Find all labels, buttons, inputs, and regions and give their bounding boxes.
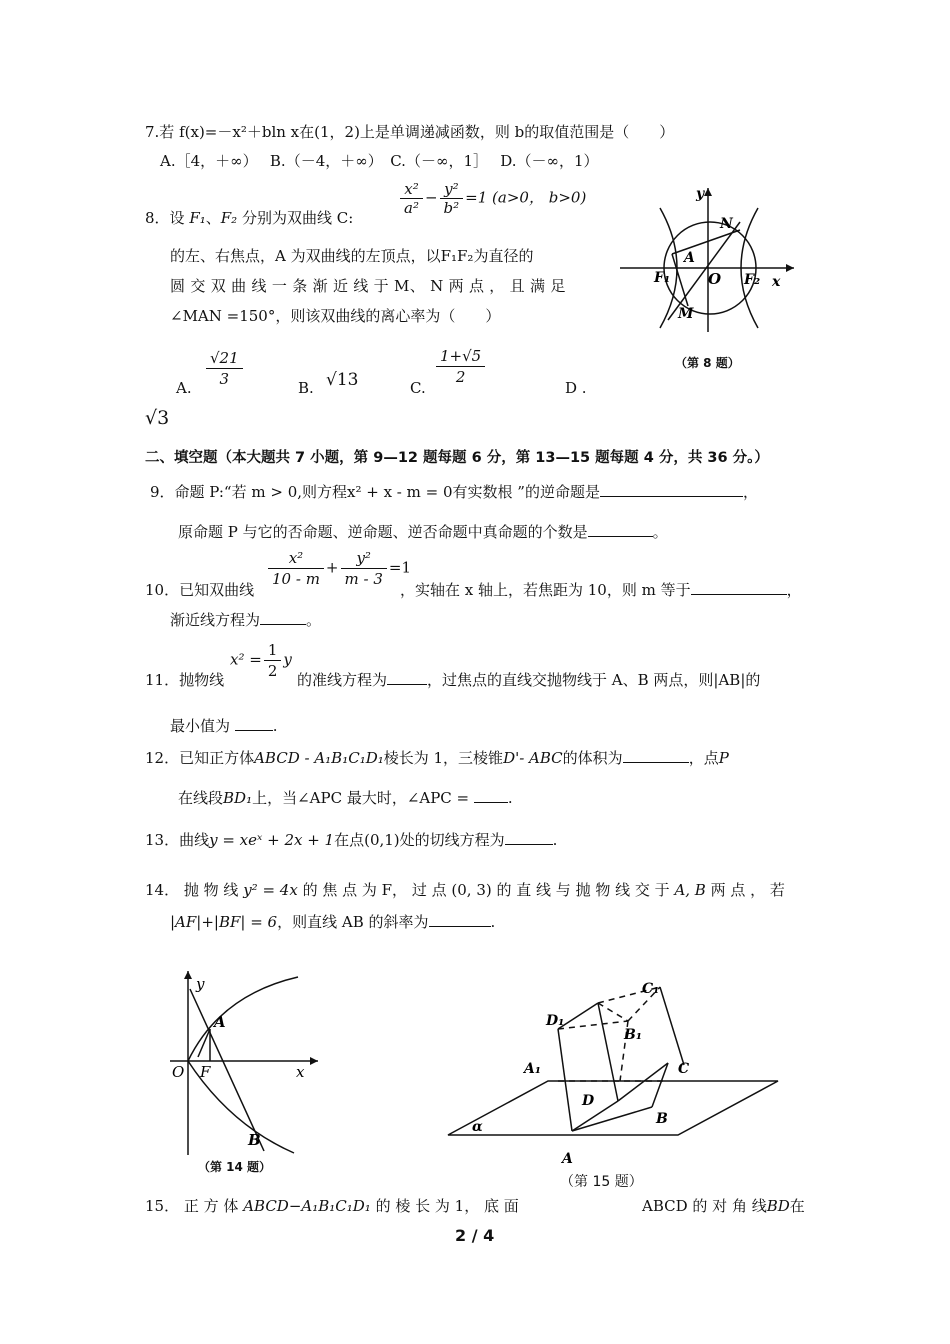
q8-frac-y-den: b² xyxy=(443,199,460,217)
fig15-label-D: D xyxy=(582,1093,595,1109)
q8-optD-label: D . xyxy=(565,379,587,397)
fig15-caption: （第 15 题） xyxy=(560,1174,643,1190)
q14-text2-end: . xyxy=(490,913,496,931)
fig8-label-F1: F₁ xyxy=(654,270,671,286)
q8-optA xyxy=(204,348,245,389)
fig8-diagram xyxy=(612,182,802,342)
q11-frac-den: 2 xyxy=(267,662,278,680)
q10-text-b-end: ， xyxy=(786,581,802,599)
q11-prefix: 11．抛物线 xyxy=(145,671,225,689)
fig15-label-B1: B₁ xyxy=(624,1027,642,1043)
q11-text xyxy=(297,670,760,690)
q9-line2 xyxy=(178,522,668,542)
q10-f1-den: 10 - m xyxy=(272,570,320,588)
fig14-diagram xyxy=(160,965,330,1160)
q11-text2: 最小值为 xyxy=(170,717,231,735)
q11-line2 xyxy=(170,716,278,736)
q10-f1-num: x² xyxy=(268,548,324,569)
fig8-label-x: x xyxy=(772,274,781,290)
fig15-label-C: C xyxy=(678,1061,690,1077)
q8-prefix: 8．设 xyxy=(145,209,185,227)
fig8-label-F2: F₂ xyxy=(744,272,761,288)
q11-text-b: 的准线方程为 xyxy=(297,671,388,689)
q8-line3: 圆 交 双 曲 线 一 条 渐 近 线 于 M、 N 两 点 ， 且 满 足 xyxy=(170,277,566,295)
q8-equation xyxy=(398,180,586,217)
q9-line1 xyxy=(150,482,758,502)
q11-blank1[interactable] xyxy=(387,670,427,685)
q8-frac-x xyxy=(400,180,423,217)
q8-hyperbola-text: 分别为双曲线 C: xyxy=(241,209,354,227)
q15-text-a: 15． 正 方 体 xyxy=(145,1197,239,1215)
q12-blank1[interactable] xyxy=(623,748,689,763)
q12-text-d: ，点 xyxy=(688,749,719,767)
q7-options: A.［4，＋∞） B.（－4，＋∞） C.（－∞，1］ D.（－∞，1） xyxy=(160,152,599,170)
q8-sep: 、 xyxy=(205,209,221,227)
q8-minus: − xyxy=(424,188,438,207)
q8-frac-x-den: a² xyxy=(404,199,419,217)
q15-bd: BD xyxy=(766,1197,790,1215)
fig15-diagram xyxy=(438,975,788,1170)
q13-formula: y = xeˣ + 2x + 1 xyxy=(209,831,335,849)
fig8-label-O: O xyxy=(708,270,722,288)
q14-ab: A, B xyxy=(674,881,706,899)
fig14-label-x: x xyxy=(296,1063,305,1081)
q14-text-b: 的 焦 点 为 F， 过 点 xyxy=(302,881,447,899)
q8-f1: F₁ xyxy=(189,209,206,227)
q13-blank[interactable] xyxy=(505,830,553,845)
q10-line2 xyxy=(170,610,321,630)
q12-segment: BD₁ xyxy=(223,789,253,807)
q14-text-a: 14． 抛 物 线 xyxy=(145,881,239,899)
fig15-label-B: B xyxy=(656,1111,668,1127)
q14-text2: ，则直线 AB 的斜率为 xyxy=(277,913,429,931)
q11-text2-end: . xyxy=(272,717,278,735)
q11-formula xyxy=(230,640,292,681)
section2-heading: 二、填空题（本大题共 7 小题，第 9—12 题每题 6 分，第 13—15 题每题 4 分，共 36 分。） xyxy=(145,450,769,466)
fig15-label-A1: A₁ xyxy=(524,1061,541,1077)
q10-text-b: ，实轴在 x 轴上，若焦距为 10，则 m 等于 xyxy=(400,581,691,599)
q15-cube: ABCD−A₁B₁C₁D₁ xyxy=(243,1197,371,1215)
fig14-caption: （第 14 题） xyxy=(198,1160,272,1174)
q15-text-b: 的 棱 长 为 1， 底 面 xyxy=(375,1197,519,1215)
q8-line4: ∠MAN =150°，则该双曲线的离心率为（ ） xyxy=(170,307,501,325)
fig8-label-N: N xyxy=(720,216,733,232)
q8-optC-num: 1+√5 xyxy=(436,346,485,367)
q12-point-p: P xyxy=(718,749,729,767)
q8-frac-y xyxy=(440,180,464,217)
q10-blank1[interactable] xyxy=(691,580,787,595)
q8-line2: 的左、右焦点，A 为双曲线的左顶点，以F₁F₂为直径的 xyxy=(170,247,534,265)
q9-blank1[interactable] xyxy=(600,482,743,497)
fig15-label-alpha: α xyxy=(472,1119,483,1135)
q15-text-c: ABCD 的 对 角 线 xyxy=(642,1197,767,1215)
q8-optA-num: √21 xyxy=(206,348,243,369)
fig15-label-C1: C₁ xyxy=(642,981,660,997)
fig8-label-A: A xyxy=(684,250,695,266)
q8-optC xyxy=(434,346,487,387)
q12-cube: ABCD - A₁B₁C₁D₁ xyxy=(254,749,384,767)
q15-text-d: 在 xyxy=(789,1197,805,1215)
q8-line1 xyxy=(145,208,353,228)
q14-text-c: 的 直 线 与 抛 物 线 交 于 xyxy=(496,881,670,899)
q12-blank2[interactable] xyxy=(474,788,508,803)
q15-line-right xyxy=(642,1196,805,1216)
q10-blank2[interactable] xyxy=(260,610,306,625)
q10-text2: 渐近线方程为 xyxy=(170,611,261,629)
fig14-label-O: O xyxy=(172,1063,185,1081)
q13-text-b: 在点(0,1)处的切线方程为 xyxy=(334,831,505,849)
q14-blank[interactable] xyxy=(429,912,491,927)
q8-optA-den: 3 xyxy=(219,370,230,388)
q12-text-c: 的体积为 xyxy=(562,749,623,767)
q11-text-c: ，过焦点的直线交抛物线于 A、B 两点，则|AB|的 xyxy=(427,671,761,689)
q11-frac-num: 1 xyxy=(264,640,282,661)
q8-optC-label: C. xyxy=(410,379,426,397)
q14-condition: |AF|+|BF| = 6 xyxy=(170,913,278,931)
q14-text-d: 两 点 ， 若 xyxy=(710,881,785,899)
q12-line1 xyxy=(145,748,729,768)
q13-text-a: 13．曲线 xyxy=(145,831,210,849)
q8-frac-y-num: y² xyxy=(440,180,464,199)
q8-optB-label: B. xyxy=(298,379,314,397)
q10-f2-num: y² xyxy=(341,548,387,569)
q14-point: (0, 3) xyxy=(451,881,492,899)
fig14-label-y: y xyxy=(196,975,205,993)
q15-line xyxy=(145,1196,519,1216)
page-number: 2 / 4 xyxy=(455,1226,495,1245)
q13-line xyxy=(145,830,557,850)
fig15-label-A: A xyxy=(562,1151,573,1167)
q8-optB: √13 xyxy=(326,370,359,390)
q10-plus: + xyxy=(325,558,339,577)
fig14-label-F: F xyxy=(200,1063,211,1081)
q8-cond: =1 (a>0， b>0) xyxy=(465,188,587,207)
q14-formula: y² = 4x xyxy=(243,881,298,899)
q8-frac-x-num: x² xyxy=(400,180,423,199)
q11-formula-left: x² = xyxy=(230,650,262,669)
q10-text2-end: 。 xyxy=(306,611,322,629)
q10-equation xyxy=(266,548,411,589)
q10-text xyxy=(400,580,802,600)
fig14-label-A: A xyxy=(214,1013,226,1031)
fig8-label-y: y xyxy=(696,186,705,202)
q9-text1: 9．命题 P:“若 m > 0,则方程x² + x - m = 0有实数根 ”的逆命题是 xyxy=(150,483,600,501)
q14-line2 xyxy=(170,912,495,932)
q12-text2-b: 上，当∠APC 最大时，∠APC = xyxy=(252,789,470,807)
q12-pyramid: D'- ABC xyxy=(503,749,563,767)
q12-line2 xyxy=(178,788,513,808)
q12-text-b: 棱长为 1，三棱锥 xyxy=(383,749,504,767)
q13-text-end: . xyxy=(552,831,558,849)
q12-text2-end: . xyxy=(507,789,513,807)
fig15-label-D1: D₁ xyxy=(546,1013,565,1029)
q10-eq: =1 xyxy=(388,558,411,577)
q9-text2-end: 。 xyxy=(652,523,668,541)
fig8-label-M: M xyxy=(678,306,694,322)
q14-line1 xyxy=(145,880,785,900)
q9-blank2[interactable] xyxy=(588,522,653,537)
q8-optC-den: 2 xyxy=(455,368,466,386)
q12-text-a: 12．已知正方体 xyxy=(145,749,255,767)
q9-text1-end: ， xyxy=(742,483,758,501)
q10-prefix: 10．已知双曲线 xyxy=(145,581,255,599)
fig8-caption: （第 8 题） xyxy=(675,356,740,370)
q11-formula-right: y xyxy=(283,650,292,669)
q9-text2: 原命题 P 与它的否命题、逆命题、逆否命题中真命题的个数是 xyxy=(178,523,588,541)
q8-optA-label: A. xyxy=(176,379,192,397)
q7-stem: 7.若 f(x)=－x²＋bln x在(1，2)上是单调递减函数，则 b的取值范围是（ ） xyxy=(145,123,675,141)
q10-f2-den: m - 3 xyxy=(344,570,383,588)
q8-f2: F₂ xyxy=(220,209,238,227)
q11-blank2[interactable] xyxy=(235,716,273,731)
q8-optD: √3 xyxy=(145,407,170,429)
q12-text2-a: 在线段 xyxy=(178,789,224,807)
fig14-label-B: B xyxy=(248,1131,261,1149)
